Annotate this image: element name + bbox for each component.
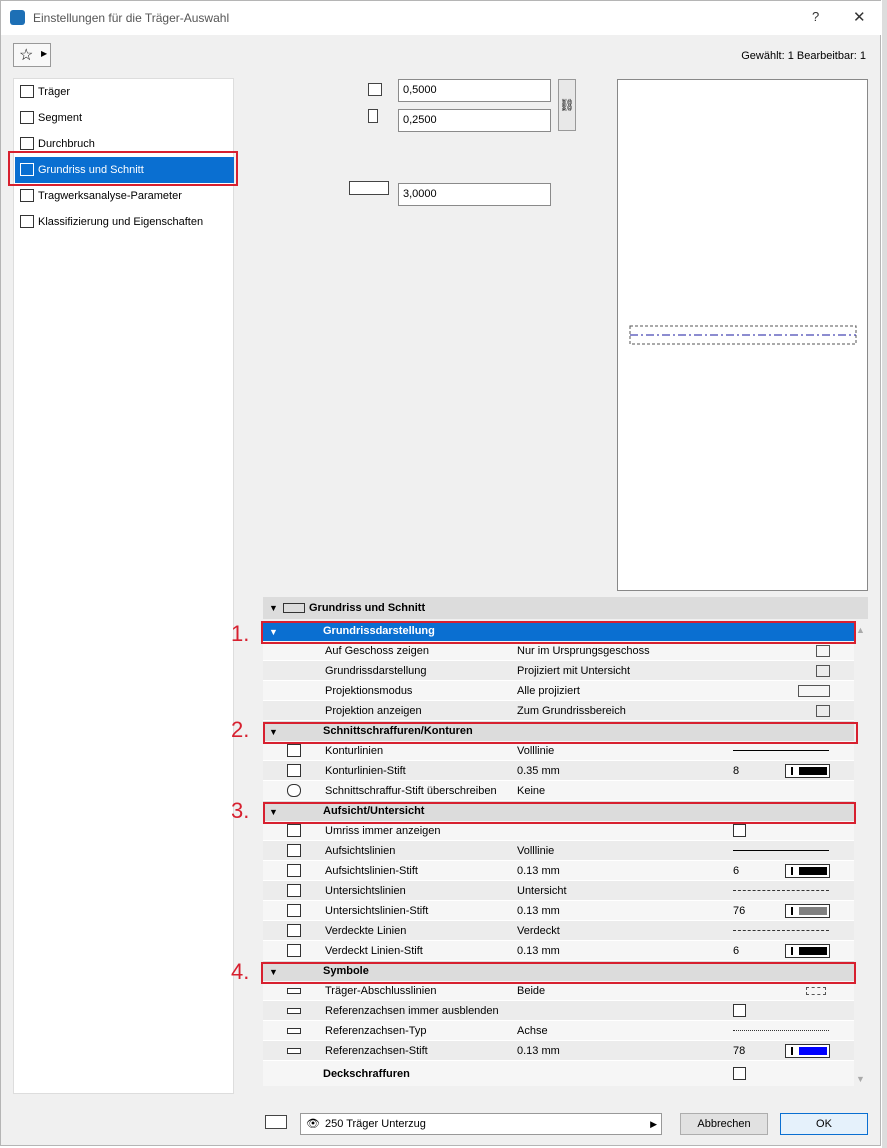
row-label: Schnittschraffur-Stift überschreiben [325, 785, 497, 797]
layer-stack-icon [265, 1115, 287, 1129]
projection-icon [816, 665, 830, 677]
row-value[interactable]: Zum Grundrissbereich [517, 705, 626, 717]
pen-swatch[interactable] [785, 1044, 830, 1058]
row-untersichtslinien[interactable] [263, 881, 854, 901]
row-label: Konturlinien [325, 745, 384, 757]
group-label: Symbole [323, 965, 369, 977]
pen-swatch[interactable] [785, 864, 830, 878]
highlight-box-1 [261, 621, 856, 644]
overhead-line-icon [287, 844, 301, 857]
panel-header[interactable] [263, 597, 868, 619]
window-title: Einstellungen für die Träger-Auswahl [33, 11, 230, 25]
row-verdeckte-linien[interactable] [263, 921, 854, 941]
sidebar-item-klassifizierung[interactable] [15, 209, 234, 235]
triangle-down-icon: ▼ [269, 967, 278, 977]
row-value[interactable]: Volllinie [517, 745, 555, 757]
dashed-line-preview [733, 930, 829, 931]
row-value[interactable]: Keine [517, 785, 546, 797]
row-konturlinien[interactable] [263, 741, 854, 761]
row-label: Konturlinien-Stift [325, 765, 406, 777]
row-label: Grundrissdarstellung [325, 665, 427, 677]
row-untersichtslinien-stift[interactable] [263, 901, 854, 921]
background-window-edge [882, 0, 887, 1148]
sidebar-item-segment[interactable] [15, 105, 234, 131]
dash-dot-line-preview [733, 1030, 829, 1031]
preview-drawing [618, 80, 867, 590]
row-value: 0.13 mm [517, 865, 560, 877]
pen-number: 8 [733, 765, 740, 777]
length-dimension-icon [349, 181, 389, 195]
row-referenzachsen-typ[interactable] [263, 1021, 854, 1041]
highlight-box-2 [263, 722, 858, 744]
link-chain-icon[interactable]: ⛓ [558, 79, 576, 131]
marker-2: 2. [231, 717, 250, 742]
umriss-checkbox[interactable] [733, 824, 746, 837]
title-bar [1, 1, 882, 35]
archicad-app-icon [10, 10, 25, 25]
layer-name: 250 Träger Unterzug [325, 1118, 426, 1130]
overhead-pen-icon [287, 864, 301, 877]
chevron-right-icon: ▶ [650, 1119, 657, 1129]
referenzachsen-checkbox[interactable] [733, 1004, 746, 1017]
row-aufsichtslinien[interactable] [263, 841, 854, 861]
pen-swatch[interactable] [785, 944, 830, 958]
row-label: Umriss immer anzeigen [325, 825, 441, 837]
uncut-pen-icon [287, 904, 301, 917]
row-label: Untersichtslinien [325, 885, 406, 897]
highlight-box-4 [261, 962, 856, 984]
solid-line-preview [733, 750, 829, 751]
row-umriss[interactable] [263, 821, 854, 841]
beam-preview [617, 79, 868, 591]
row-referenzachsen-stift[interactable] [263, 1041, 854, 1061]
row-label: Aufsichtslinien-Stift [325, 865, 418, 877]
structural-analysis-icon [20, 189, 34, 202]
pen-swatch[interactable] [785, 764, 830, 778]
row-label: Projektionsmodus [325, 685, 413, 697]
row-value[interactable]: Verdeckt [517, 925, 560, 937]
marker-1: 1. [231, 621, 250, 646]
sidebar-item-label: Klassifizierung und Eigenschaften [38, 216, 204, 228]
width-field[interactable]: 0,5000 [398, 79, 551, 102]
pen-swatch[interactable] [785, 904, 830, 918]
highlight-box-3 [263, 802, 856, 824]
reference-axis-hide-icon [287, 1008, 301, 1014]
fill-pen-override-icon [287, 784, 301, 797]
help-button[interactable]: ? [812, 9, 820, 24]
group-deckschraffuren[interactable] [263, 1064, 854, 1084]
pen-number: 6 [733, 945, 740, 957]
row-schraffur-stift[interactable] [263, 781, 854, 801]
projection-mode-icon [798, 685, 830, 697]
deckschraffuren-checkbox[interactable] [733, 1067, 746, 1080]
row-referenzachsen-ausblenden[interactable] [263, 1001, 854, 1021]
settings-sidebar [13, 78, 234, 1094]
row-aufsichtslinien-stift[interactable] [263, 861, 854, 881]
row-label: Verdeckt Linien-Stift [325, 945, 423, 957]
marker-3: 3. [231, 798, 250, 823]
highlight-box-sidebar [8, 151, 238, 186]
hidden-pen-icon [287, 944, 301, 957]
pen-number: 76 [733, 905, 746, 917]
hole-icon [20, 137, 34, 150]
length-field[interactable]: 3,0000 [398, 183, 551, 206]
triangle-down-icon: ▼ [269, 603, 278, 613]
row-grundrissdarstellung[interactable] [263, 661, 854, 681]
settings-table [263, 621, 854, 1086]
row-value[interactable]: Achse [517, 1025, 548, 1037]
sidebar-item-label: Segment [38, 112, 83, 124]
reference-axis-pen-icon [287, 1048, 301, 1054]
row-label: Referenzachsen-Typ [325, 1025, 427, 1037]
ok-button[interactable]: OK [780, 1113, 868, 1135]
star-icon: ☆ [19, 47, 34, 64]
row-projektion-anzeigen[interactable] [263, 701, 854, 721]
close-button[interactable]: ✕ [853, 9, 866, 26]
contour-pen-icon [287, 764, 301, 777]
dashed-line-preview [733, 890, 829, 891]
end-lines-symbol-icon [806, 987, 826, 995]
cancel-button[interactable]: Abbrechen [680, 1113, 768, 1135]
group-label: Deckschraffuren [323, 1068, 410, 1080]
sidebar-item-label: Grundriss und Schnitt [38, 164, 144, 176]
group-label: Schnittschraffuren/Konturen [323, 725, 473, 737]
row-value: 0.13 mm [517, 945, 560, 957]
row-abschlusslinien[interactable] [263, 981, 854, 1001]
panel-title: Grundriss und Schnitt [309, 602, 426, 614]
sidebar-item-label: Träger [38, 86, 70, 98]
row-projektionsmodus[interactable] [263, 681, 854, 701]
triangle-down-icon: ▼ [269, 627, 278, 637]
row-value[interactable]: Alle projiziert [517, 685, 580, 697]
row-value: 0.13 mm [517, 905, 560, 917]
chevron-right-icon: ▶ [41, 49, 48, 58]
group-label: Aufsicht/Untersicht [323, 805, 425, 817]
document-icon [20, 215, 34, 228]
row-label: Träger-Abschlusslinien [325, 985, 437, 997]
table-scrollbar[interactable] [854, 621, 868, 1086]
row-value: 0.13 mm [517, 1045, 560, 1057]
uncut-line-icon [287, 884, 301, 897]
row-label: Referenzachsen-Stift [325, 1045, 428, 1057]
show-projection-icon [816, 705, 830, 717]
reference-axis-type-icon [287, 1028, 301, 1034]
segment-icon [20, 111, 34, 124]
row-label: Verdeckte Linien [325, 925, 407, 937]
layer-select[interactable] [300, 1113, 662, 1135]
row-label: Projektion anzeigen [325, 705, 422, 717]
row-label: Aufsichtslinien [325, 845, 396, 857]
scroll-down-icon[interactable]: ▼ [856, 1074, 865, 1084]
height-field[interactable]: 0,2500 [398, 109, 551, 132]
sidebar-item-label: Durchbruch [38, 138, 95, 150]
favorites-button[interactable] [13, 43, 51, 67]
row-label: Referenzachsen immer ausblenden [325, 1005, 499, 1017]
row-value[interactable]: Volllinie [517, 845, 555, 857]
width-dimension-icon [368, 83, 382, 96]
pen-number: 6 [733, 865, 740, 877]
end-line-icon [287, 988, 301, 994]
row-verdeckt-stift[interactable] [263, 941, 854, 961]
row-value: 0.35 mm [517, 765, 560, 777]
solid-line-preview [733, 850, 829, 851]
height-dimension-icon [368, 109, 378, 123]
row-konturlinien-stift[interactable] [263, 761, 854, 781]
row-value[interactable]: Beide [517, 985, 546, 997]
sidebar-item-traeger[interactable] [15, 79, 234, 105]
row-geschoss[interactable] [263, 641, 854, 661]
floorplan-section-icon [283, 603, 305, 613]
sidebar-item-label: Tragwerksanalyse-Parameter [38, 190, 182, 202]
row-value[interactable]: Nur im Ursprungsgeschoss [517, 645, 650, 657]
row-label: Auf Geschoss zeigen [325, 645, 429, 657]
row-value[interactable]: Untersicht [517, 885, 567, 897]
selection-info: Gewählt: 1 Bearbeitbar: 1 [741, 50, 866, 62]
pen-number: 78 [733, 1045, 746, 1057]
eye-icon: 👁 [306, 1118, 320, 1130]
group-label: Grundrissdarstellung [323, 625, 435, 637]
scroll-up-icon[interactable]: ▲ [856, 625, 865, 635]
triangle-down-icon: ▼ [269, 807, 278, 817]
marker-4: 4. [231, 959, 250, 984]
row-value[interactable]: Projiziert mit Untersicht [517, 665, 631, 677]
hidden-line-icon [287, 924, 301, 937]
sidebar-item-tragwerksanalyse[interactable] [15, 183, 234, 209]
triangle-down-icon: ▼ [269, 727, 278, 737]
outline-icon [287, 824, 301, 837]
row-label: Untersichtslinien-Stift [325, 905, 429, 917]
story-icon [816, 645, 830, 657]
beam-icon [20, 85, 34, 98]
contour-line-icon [287, 744, 301, 757]
